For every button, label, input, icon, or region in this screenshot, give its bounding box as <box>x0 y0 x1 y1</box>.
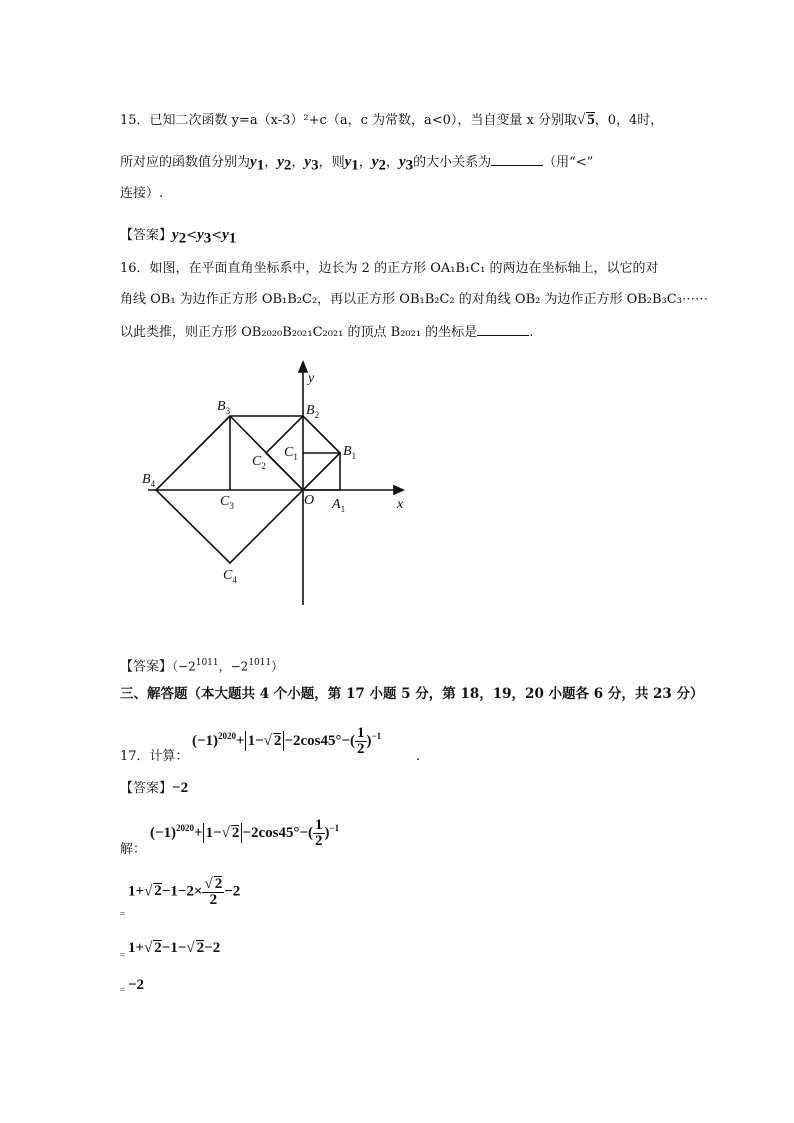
q16-line3 <box>120 323 680 341</box>
label-B4: $B_4$ <box>142 472 156 489</box>
step2-expression: 1+√ 2−1−√ 2−2 <box>128 940 221 956</box>
q16-line1 <box>120 261 680 277</box>
sol-base: (−1) <box>150 824 177 841</box>
sol-abs: 1−√ 2 <box>203 823 243 843</box>
y1b-sub: 1 <box>351 157 359 174</box>
solution-expression <box>150 818 339 849</box>
q17-base: (−1) <box>192 732 219 749</box>
q17-abs: 1−√ 2 <box>245 731 285 751</box>
step2-a: 1+ <box>128 940 145 956</box>
then-text: ，则 <box>318 155 345 170</box>
y2-sub: 2 <box>283 157 292 174</box>
label-O: O <box>304 493 315 508</box>
step2-b: −1− <box>161 940 187 956</box>
eq-3: = <box>120 985 126 995</box>
sol-exp: 2020 <box>176 822 195 833</box>
q16-answer-blank <box>477 323 529 336</box>
solution-line1 <box>120 818 680 858</box>
y3b-sub: 3 <box>405 157 414 174</box>
label-B1: $B_1$ <box>343 444 357 461</box>
section3-heading-text: 三、解答题（本大题共 4 个小题，第 17 小题 5 分，第 18，19，20 小题各 6 分，共 23 分） <box>120 686 704 702</box>
y-axis-arrow <box>299 362 307 372</box>
step2-sqrt2b: 2 <box>196 940 205 956</box>
q15-answer-blank <box>491 153 543 166</box>
label-C4: $C_4$ <box>223 568 237 585</box>
ans16-label: 【答案】 <box>120 659 173 675</box>
a-y3: y <box>197 227 204 243</box>
label-A1: $A_1$ <box>332 497 346 514</box>
ans16-close: ） <box>271 659 284 674</box>
y2b-sub: 2 <box>378 157 386 174</box>
q17-expression <box>192 726 381 757</box>
q15-line2 <box>120 153 680 174</box>
diag-ob1 <box>303 453 340 490</box>
step1-a: 1+ <box>128 883 145 900</box>
q17-one-minus: 1− <box>247 732 264 749</box>
ans16-line <box>120 655 680 675</box>
ans16-open: （−2 <box>172 659 196 674</box>
step1-expression: 1+√ 2−1−2× $\frac{√ 2}{2}$ −2 <box>128 876 241 908</box>
q15-line2-pre: 所对应的函数值分别为 <box>120 155 251 170</box>
lt-2: < <box>211 228 223 243</box>
comma-4: ， <box>385 155 399 170</box>
y1-var: y <box>250 154 257 170</box>
label-C3: $C_3$ <box>220 494 234 511</box>
step1-c: −2 <box>224 883 241 900</box>
ans17-label: 【答案】 <box>120 781 173 796</box>
solution-line4 <box>120 977 680 997</box>
y3-var: y <box>304 154 312 170</box>
ans15-line <box>120 227 680 247</box>
ans17-line <box>120 780 680 797</box>
label-B3: $B_3$ <box>217 399 231 416</box>
y3b-var: y <box>398 154 406 170</box>
q16-line3-pre: 以此类推，则正方形 OB₂₀₂₀B₂₀₂₁C₂₀₂₁ 的顶点 B₂₀₂₁ 的坐标是 <box>120 325 478 340</box>
q17-prefix: 17．计算： <box>120 749 189 764</box>
label-B2: $B_2$ <box>306 403 320 420</box>
label-y: y <box>308 371 315 386</box>
step1-frac: $\frac{√ 2}{2}$ <box>204 876 223 908</box>
q17-neg1: −1 <box>371 730 382 741</box>
ans16-exp2: 1011 <box>248 658 272 668</box>
step2-sqrt2a: 2 <box>154 940 162 956</box>
y2-var: y <box>277 154 284 170</box>
ans16-mid: ，−2 <box>218 659 249 674</box>
sol-sqrt2: 2 <box>231 824 240 841</box>
q17-line <box>120 724 680 764</box>
step3-value: −2 <box>128 977 145 993</box>
sol-one-minus: 1− <box>205 824 222 841</box>
q15-line1-post: ，0，4时， <box>594 113 664 128</box>
q17-half: $\frac{1}{2}$ <box>357 725 365 757</box>
sol-neg1: −1 <box>329 822 340 833</box>
q17-plus: + <box>236 732 245 749</box>
q16-line3-post: . <box>529 325 534 340</box>
step2-c: −2 <box>204 940 221 956</box>
q17-exp: 2020 <box>218 730 237 741</box>
a-y3-sub: 3 <box>203 230 212 247</box>
a-y2-sub: 2 <box>178 230 187 247</box>
comma-3: ， <box>358 155 372 170</box>
y3-sub: 3 <box>311 157 319 174</box>
lt-1: < <box>186 228 198 243</box>
q16-line2-text: 角线 OB₁ 为边作正方形 OB₁B₂C₂，再以正方形 OB₁B₂C₂ 的对角线 OB₂ 为边作正方形 OB₂B₃C₃⋯⋯ <box>120 292 708 307</box>
y2b-var: y <box>371 154 379 170</box>
y1b-var: y <box>344 154 352 170</box>
comma-1: ， <box>264 155 278 170</box>
ans15-label: 【答案】 <box>120 228 173 243</box>
q17-close: ) <box>366 732 372 749</box>
q15-line1 <box>120 112 680 129</box>
sol-half: $\frac{1}{2}$ <box>315 817 323 849</box>
q16-line2 <box>120 292 708 308</box>
solution-line2 <box>120 874 680 920</box>
step1-b: −1−2× <box>161 883 203 900</box>
comma-2: ， <box>291 155 305 170</box>
square-spiral-figure <box>0 352 794 652</box>
use-lt-text: （用“<” <box>543 155 594 170</box>
q17-sqrt2: 2 <box>273 732 282 749</box>
q17-cos: −2cos45°−( <box>284 732 355 749</box>
y1-sub: 1 <box>256 157 265 174</box>
a-y1: y <box>222 227 229 243</box>
a-y2: y <box>172 227 179 243</box>
solution-jie: 解： <box>120 842 147 857</box>
a-y1-sub: 1 <box>228 230 237 247</box>
ans17-value: −2 <box>172 780 189 796</box>
sqrt5: √ 5 <box>577 112 595 128</box>
q16-line1-text: 16．如图，在平面直角坐标系中，边长为 2 的正方形 OA₁B₁C₁ 的两边在坐标轴上，以它的对 <box>120 261 659 276</box>
step1-sqrt2: 2 <box>154 883 162 900</box>
label-x: x <box>397 497 404 512</box>
x-axis-arrow <box>394 486 403 494</box>
label-C2: $C_2$ <box>252 454 266 471</box>
eq-1: = <box>120 909 126 919</box>
sol-plus: + <box>194 824 203 841</box>
label-C1: $C_1$ <box>284 445 298 462</box>
eq-2: = <box>120 950 126 960</box>
sol-cos: −2cos45°−( <box>242 824 313 841</box>
ans16-exp1: 1011 <box>195 658 219 668</box>
sol-close: ) <box>324 824 330 841</box>
q15-line3-text: 连接）. <box>120 186 164 201</box>
q17-period: . <box>416 749 421 764</box>
size-rel-text: 的大小关系为 <box>413 155 492 170</box>
solution-line3 <box>120 940 680 960</box>
q15-line1-pre: 15．已知二次函数 y=a（x-3）²+c（a，c 为常数，a<0），当自变量 x 分别取 <box>120 113 577 128</box>
section3-heading <box>120 686 704 702</box>
q15-line3 <box>120 186 680 202</box>
